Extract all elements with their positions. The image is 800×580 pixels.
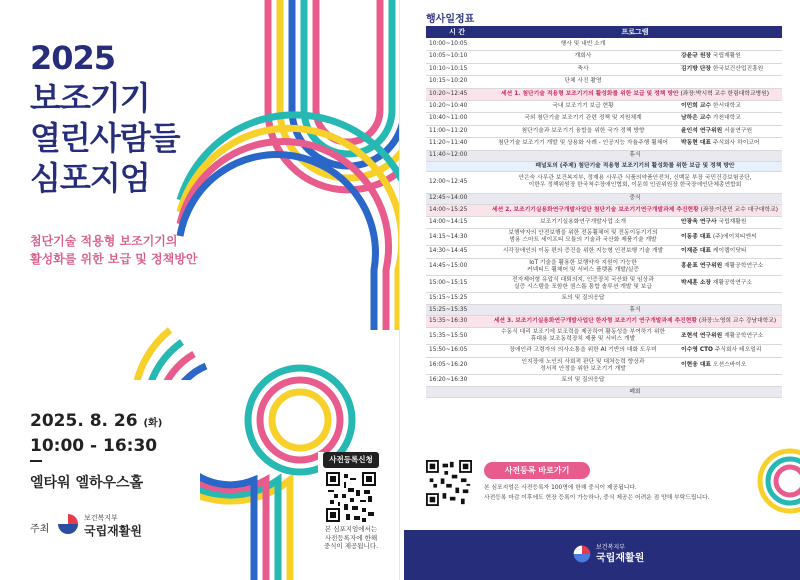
row-program: [488, 258, 678, 275]
program-line: 수동식 대리 보조기에 보조력을 제공하여 활동성을 부여하기 위한: [500, 329, 666, 335]
row-time: 15:35~16:30: [426, 316, 488, 328]
footer-org-name: 국립재활원: [596, 553, 645, 564]
schedule-row: [426, 387, 782, 398]
speaker-org: 케이랩이닷티: [712, 248, 747, 255]
poster-title-line-3: 심포지엄: [30, 159, 150, 197]
row-program: 보조기기실용화연구개발사업 소개: [488, 216, 678, 229]
session-chair: (좌장:이관민 교수 대구대학교): [700, 206, 778, 213]
row-time: 12:00~12:45: [426, 171, 488, 193]
row-time: [426, 387, 488, 398]
speaker-name: 이동종 대표: [681, 233, 712, 240]
row-time: 10:05~10:10: [426, 51, 488, 64]
schedule-row: [426, 328, 782, 345]
row-speaker: [678, 38, 782, 51]
panel-line: 안은숙 사무관 보건복지부, 정재용 사무관 식품의약품안전처, 신백문 부장 국민건강보험공단,: [518, 175, 752, 181]
event-date: [30, 410, 162, 435]
row-time: 10:40~11:00: [426, 113, 488, 126]
speaker-name: 박동현 대표: [681, 140, 712, 147]
schedule-row: [426, 374, 782, 387]
registration-note-line: 사전등록자에 한해: [324, 533, 378, 542]
schedule-panel: [404, 0, 800, 580]
row-time: 15:25~15:35: [426, 305, 488, 316]
schedule-row: [426, 150, 782, 161]
row-speaker: [678, 229, 782, 246]
schedule-row: [426, 292, 782, 305]
row-time: 10:15~10:20: [426, 76, 488, 89]
program-line: 정서적 안정을 위한 보조기기 개발: [540, 365, 626, 372]
session-title: 세션 2. 보조기기실용화연구개발사업단 첨단기술 보조기기연구개발과제 추진현황: [492, 206, 699, 213]
schedule-row: [426, 113, 782, 126]
government-emblem-icon: [56, 512, 80, 536]
poster-title-year: 2025: [30, 39, 116, 77]
speaker-org: 재활공학연구소: [724, 263, 764, 269]
org-name: 국립재활원: [84, 524, 142, 538]
row-time: 14:45~15:00: [426, 258, 488, 275]
row-speaker: [678, 51, 782, 64]
row-program: [488, 229, 678, 246]
speaker-name: 강윤규 원장: [681, 53, 712, 60]
header-program: 프로그램: [488, 26, 782, 38]
schedule-header-row: [426, 26, 782, 38]
schedule-row: [426, 193, 782, 204]
speaker-org: 서울연구원: [724, 127, 753, 134]
speaker-org: 국립재활원: [712, 53, 741, 60]
row-program: 토의 및 질의응답: [488, 374, 678, 387]
speaker-org: 오션스바이오: [712, 362, 747, 368]
row-program: 축사: [488, 63, 678, 76]
row-speaker: [678, 138, 782, 151]
speaker-name: 윤인석 연구위원: [681, 127, 723, 134]
row-speaker: [678, 258, 782, 275]
registration-qr-code-2[interactable]: [426, 460, 472, 506]
row-program: [488, 275, 678, 292]
row-time: 15:50~16:05: [426, 345, 488, 358]
schedule-table: [426, 26, 782, 398]
schedule-row: [426, 171, 782, 193]
row-program: 휴식: [488, 150, 782, 161]
schedule-row: [426, 125, 782, 138]
row-time: 11:20~11:40: [426, 138, 488, 151]
poster-subtitle-line-1: 첨단기술 적용형 보조기기의: [30, 234, 178, 248]
speaker-name: 이수영 CTO: [681, 347, 713, 354]
row-speaker: [678, 328, 782, 345]
speaker-name: 안광욱 연구사: [681, 218, 717, 225]
row-program: 휴식: [488, 305, 782, 316]
row-time: 14:15~14:30: [426, 229, 488, 246]
speaker-name: 박세훈 소장: [681, 280, 712, 286]
row-speaker: [678, 374, 782, 387]
schedule-row: [426, 138, 782, 151]
schedule-row: [426, 316, 782, 328]
speaker-org: 주식회사 하이코어: [712, 140, 760, 147]
row-time: 15:15~15:25: [426, 292, 488, 305]
row-time: 15:00~15:15: [426, 275, 488, 292]
row-speaker: [678, 76, 782, 89]
registration-button[interactable]: 사전등록 바로가기: [484, 462, 590, 479]
speaker-name: 김기방 단장: [681, 65, 712, 72]
row-speaker: [678, 100, 782, 113]
row-speaker: [678, 113, 782, 126]
event-venue: 엘타워 엘하우스홀: [30, 475, 144, 491]
schedule-row: [426, 345, 782, 358]
row-speaker: [678, 216, 782, 229]
poster-title-line-2: 열린사람들: [30, 119, 180, 157]
row-time: 14:00~15:25: [426, 204, 488, 216]
program-line: IoT 기술을 활용한 보행약자 지원이 가능한: [529, 259, 637, 266]
notice-line-2: 사전등록 마감 이후에도 현장 등록이 가능하나, 중식 제공은 어려운 점 양해 부탁드립니다.: [484, 495, 710, 501]
row-time: 11:40~12:00: [426, 150, 488, 161]
row-speaker: [678, 125, 782, 138]
row-program: 시각장애인의 이동 편의 증진을 위한 지능형 인전보행 기술 개발: [488, 246, 678, 259]
schedule-row: [426, 275, 782, 292]
schedule-row: [426, 51, 782, 64]
row-program: [488, 357, 678, 374]
row-time: 16:05~16:20: [426, 357, 488, 374]
schedule-row: [426, 38, 782, 51]
program-line: 인지장애 노인의 사회적 판단 및 대처능력 향상과: [521, 358, 645, 365]
event-date-text: 2025. 8. 26: [30, 411, 138, 431]
speaker-org: 한서대학교: [712, 102, 741, 109]
schedule-row: [426, 63, 782, 76]
divider: [30, 460, 42, 462]
row-time: 16:20~16:30: [426, 374, 488, 387]
session-header: [488, 316, 782, 328]
program-line: 휴대용 보조동력장치 제품 및 서비스 개발: [530, 336, 636, 342]
row-program: 행사 및 내빈 소개: [488, 38, 678, 51]
row-time: 10:20~10:40: [426, 100, 488, 113]
row-time: 12:45~14:00: [426, 193, 488, 204]
registration-note-line: 본 심포지엄에서는: [324, 525, 378, 533]
schedule-row: [426, 357, 782, 374]
row-speaker: [678, 246, 782, 259]
program-line: 실증 시스템을 포함한 퀀스톱 통합 솔루션 개발 및 보급: [514, 283, 652, 290]
row-speaker: [678, 292, 782, 305]
speaker-org: 국립재활원: [718, 218, 747, 225]
row-program: 첨단기술 보조기기 개발 및 상용화 사례 - 인공지능 자율주행 휠체어: [488, 138, 678, 151]
row-speaker: [678, 63, 782, 76]
speaker-org: 주식회사 테오얼리: [714, 347, 762, 354]
footer-ministry: 보건복지부: [596, 544, 625, 551]
speaker-name: 조현석 연구위원: [681, 332, 723, 339]
session-header: [488, 88, 782, 100]
speaker-org: 재활공학연구소: [724, 332, 764, 339]
row-program: 패널토의 (주제) 첨단기술 적용형 보조기기의 활성화를 위한 보급 및 정책 방안: [488, 161, 782, 171]
registration-box: [318, 452, 384, 564]
row-time: 10:10~10:15: [426, 63, 488, 76]
header-time: 시 간: [426, 26, 488, 38]
schedule-title: 행사일정표: [426, 14, 475, 25]
notice-line-1: 본 심포지엄은 사전등록자 100명에 한해 중식이 제공됩니다.: [484, 485, 637, 491]
schedule-row: [426, 305, 782, 316]
session-header: [488, 204, 782, 216]
row-program: 국외 첨단기술 보조기기 관련 정책 및 지원체계: [488, 113, 678, 126]
row-time: 11:00~11:20: [426, 125, 488, 138]
schedule-row: [426, 246, 782, 259]
org-ministry: 보건복지부: [84, 514, 118, 522]
row-program: [488, 328, 678, 345]
speaker-org: 가천대학교: [712, 115, 741, 122]
row-time: 10:00~10:05: [426, 38, 488, 51]
schedule-row: [426, 204, 782, 216]
row-speaker: [678, 357, 782, 374]
program-line: 보행약자의 안전보행을 위한 전동휠체어 및 전동이동기기의: [508, 230, 658, 236]
poster-title-line-1: 보조기기: [30, 79, 150, 117]
row-program: 폐회: [488, 387, 782, 398]
session-title: 세션 3. 보조기기실용화연구개발사업단 한자형 보조기기 연구개발과제 추진현황: [493, 318, 697, 324]
event-time: 10:00 - 16:30: [30, 436, 158, 456]
schedule-row: [426, 161, 782, 171]
row-time: 14:00~14:15: [426, 216, 488, 229]
program-line: 전자제어형 유압식 대퇴의지, 인증장치 국산화 및 임상과: [512, 276, 654, 283]
registration-note-line: 중식이 제공됩니다.: [323, 542, 379, 550]
row-program: 개회사: [488, 51, 678, 64]
schedule-row: [426, 258, 782, 275]
schedule-row: [426, 76, 782, 89]
row-program: 토의 및 질의응답: [488, 292, 678, 305]
poster-subtitle-line-2: 활성화를 위한 보급 및 정책방안: [30, 252, 198, 266]
panel-line: 이한우 정책위원장 한국척수장애인협회, 이문희 인권위원장 한국장애인단체총연합회: [528, 182, 742, 188]
speaker-name: 이재준 대표: [681, 248, 712, 255]
schedule-row: [426, 88, 782, 100]
speaker-org: 재활공학연구소: [712, 280, 753, 286]
session-chair: (좌장:박시혁 교수 한림대학교병원): [680, 90, 770, 97]
session-title: 세션 1. 첨단기술 적용형 보조기기의 활성화를 위한 보급 및 정책 방안: [500, 90, 679, 97]
schedule-row: [426, 229, 782, 246]
host-label: 주최: [30, 524, 50, 535]
row-speaker: [678, 345, 782, 358]
row-time: [426, 161, 488, 171]
event-weekday: (화): [143, 418, 163, 429]
registration-tag: 사전등록신청: [323, 452, 379, 468]
registration-note: [318, 525, 384, 551]
row-time: 15:35~15:50: [426, 328, 488, 345]
program-line: 커넥티드 휠체어 및 서비스 플랫폼 개발/실증: [527, 266, 639, 273]
row-time: 10:20~12:45: [426, 88, 488, 100]
row-program: 단체 사진 촬영: [488, 76, 678, 89]
schedule-row: [426, 216, 782, 229]
government-emblem-icon: [572, 544, 592, 564]
schedule-row: [426, 100, 782, 113]
speaker-name: 이민희 교수: [681, 102, 712, 109]
speaker-name: 남하은 교수: [681, 115, 712, 122]
row-time: 14:30~14:45: [426, 246, 488, 259]
speaker-name: 홍윤표 연구위원: [681, 263, 723, 269]
panel-members: [488, 171, 782, 193]
program-line: 범용 스마트 세이프티 모듈의 기술과 국산화 제품기술 개발: [509, 237, 657, 243]
speaker-org: (주)에이치티엔씨: [712, 233, 757, 240]
row-program: 국내 보조기기 보급 현황: [488, 100, 678, 113]
footer-bar: [404, 530, 800, 580]
speaker-name: 이현웅 대표: [681, 362, 712, 368]
session-chair: (좌장:노영희 교수 강남대학교): [698, 318, 777, 324]
row-program: 첨단기술과 보조기기 융합을 위한 국가 정책 방향: [488, 125, 678, 138]
decorative-rings-graphic: [740, 446, 800, 526]
row-speaker: [678, 275, 782, 292]
row-program: 장애인과 고령자의 의사소통을 위한 AI 기반의 대화 도우미: [488, 345, 678, 358]
speaker-org: 한국보건산업진흥원: [712, 65, 764, 72]
row-program: 중식: [488, 193, 782, 204]
registration-qr-code[interactable]: [326, 472, 376, 522]
